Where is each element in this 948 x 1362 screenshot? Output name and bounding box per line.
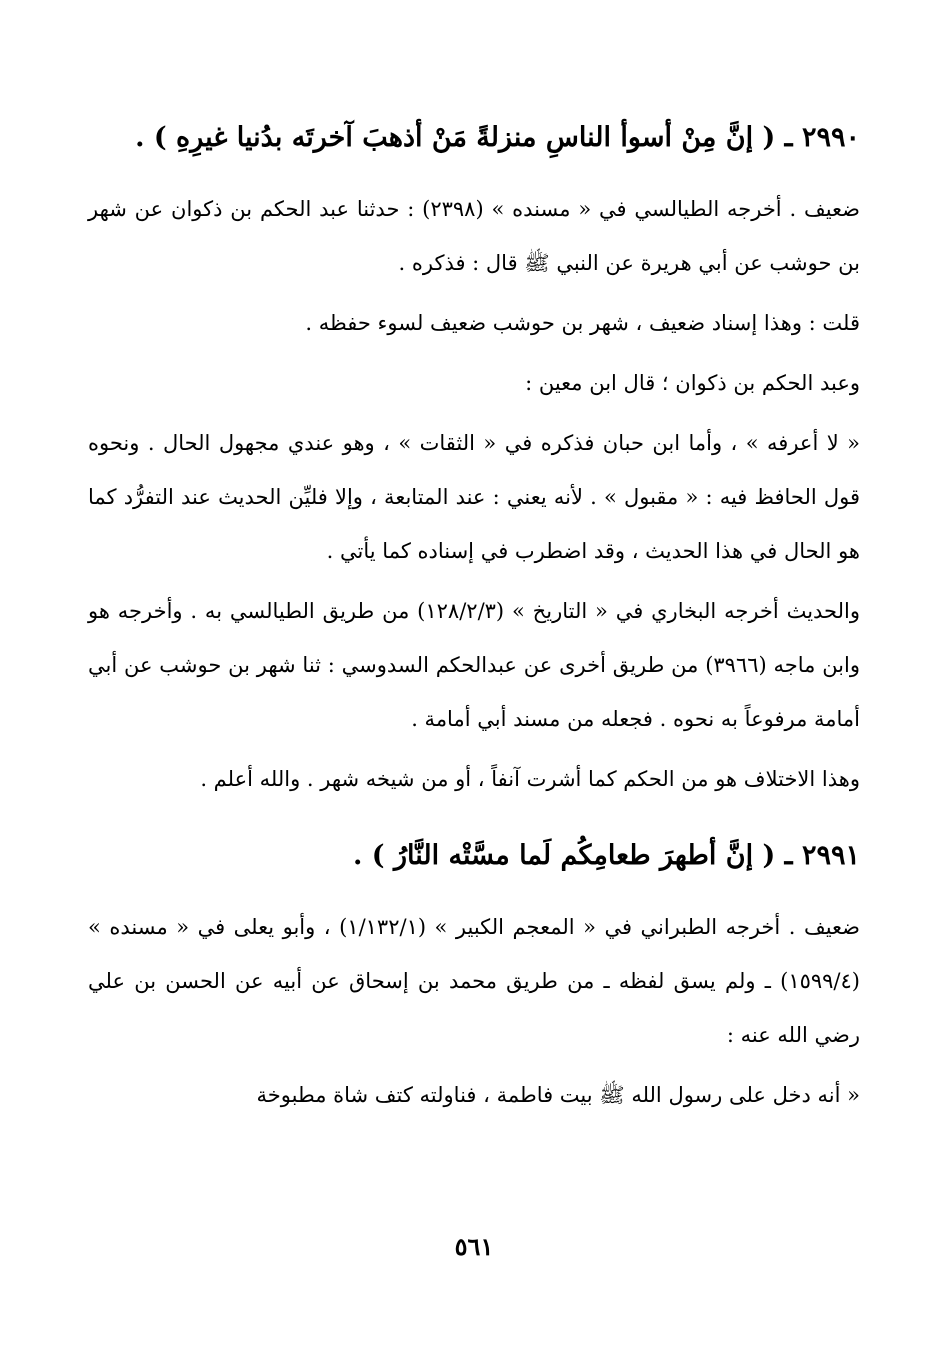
paragraph-conclusion: وهذا الاختلاف هو من الحكم كما أشرت آنفاً ، أو من شيخه شهر . والله أعلم .	[200, 767, 860, 791]
paragraph-narrator: وعبد الحكم بن ذكوان ؛ قال ابن معين :	[525, 371, 860, 395]
paragraph-other-routes: والحديث أخرجه البخاري في « التاريخ » (١٢٨/٢/٣) من طريق الطيالسي به . وأخرجه هو وابن ماجه (٣٩٦٦) من طريق أخرى عن عبدالحكم السدوسي : ثنا شهر بن حوشب عن أبي أمامة مرفوعاً به نحوه . فجعله من مسند أبي أمامة .	[88, 599, 860, 731]
hadith-heading-2991: ٢٩٩١ ـ ( إنَّ أطهرَ طعامِكُم لَما مسَّتْه النَّارُ ) .	[353, 840, 860, 871]
paragraph-takhrij-2990: ضعيف . أخرجه الطيالسي في « مسنده » (٢٣٩٨) : حدثنا عبد الحكم بن ذكوان عن شهر بن حوشب عن أبي هريرة عن النبي ﷺ قال : فذكره .	[88, 197, 860, 275]
hadith-heading-2990: ٢٩٩٠ ـ ( إنَّ مِنْ أسوأ الناسِ منزلةً مَنْ أذهبَ آخرتَه بدُنيا غيرِهِ ) .	[135, 122, 860, 153]
paragraph-takhrij-2991: ضعيف . أخرجه الطبراني في « المعجم الكبير » (١/١٣٢/١) ، وأبو يعلى في « مسنده » (١٥٩٩/٤) ـ ولم يسق لفظه ـ من طريق محمد بن إسحاق عن أبيه عن الحسن بن علي رضي الله عنه :	[88, 915, 860, 1047]
paragraph-narrator-status: « لا أعرفه » ، وأما ابن حبان فذكره في « الثقات » ، وهو عندي مجهول الحال . ونحوه قول الحافظ فيه : « مقبول » . لأنه يعني : عند المتابعة ، وإلا فليِّن الحديث عند التفرُّد كما هو الحال في هذا الحديث ، وقد اضطرب في إسناده كما يأتي .	[88, 431, 860, 563]
page-number: ٥٦١	[454, 1232, 494, 1261]
paragraph-hadith-text: « أنه دخل على رسول الله ﷺ بيت فاطمة ، فناولته كتف شاة مطبوخة	[256, 1083, 860, 1107]
paragraph-comment: قلت : وهذا إسناد ضعيف ، شهر بن حوشب ضعيف لسوء حفظه .	[305, 311, 860, 335]
